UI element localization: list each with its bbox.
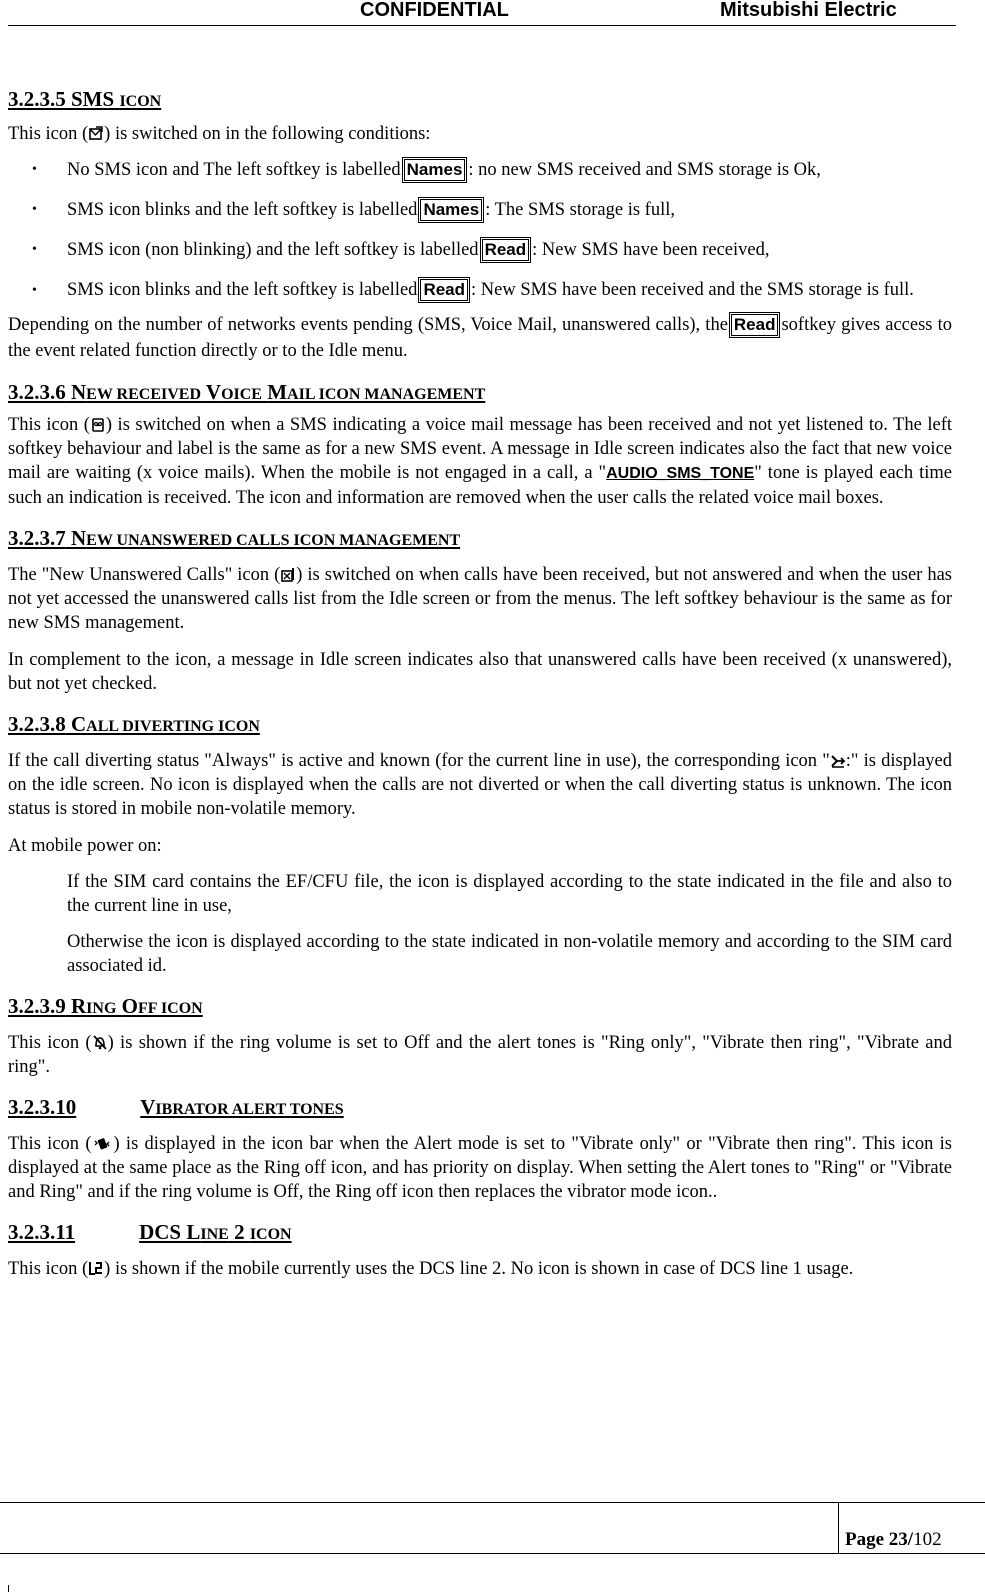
section-heading-3-2-3-9: 3.2.3.9 RING OFF ICON xyxy=(8,994,203,1018)
dcs-line-2-icon xyxy=(88,1260,104,1277)
section-heading-3-2-3-11: 3.2.3.11 DCS LINE 2 ICON xyxy=(8,1220,292,1244)
list-item: • No SMS icon and The left softkey is labelled Names : no new SMS received and SMS storage is Ok, xyxy=(32,160,821,180)
list-item: • SMS icon blinks and the left softkey is labelled Names : The SMS storage is full, xyxy=(32,200,675,220)
softkey-names: Names xyxy=(420,199,482,221)
vibrator-icon xyxy=(91,1135,113,1152)
call-divert-icon xyxy=(830,752,846,769)
read-softkey-paragraph: Depending on the number of networks events pending (SMS, Voice Mail, unanswered calls), the Read softkey gives access to the event related function directly or to the Idle menu. xyxy=(8,315,952,361)
section-heading-3-2-3-5: 3.2.3.5 SMS ICON xyxy=(8,87,162,111)
audio-tone-code: AUDIO_SMS_TONE xyxy=(606,465,755,482)
confidential-label: CONFIDENTIAL xyxy=(360,0,509,21)
page-header xyxy=(8,0,956,26)
page-number-cell xyxy=(838,1503,985,1553)
sms-envelope-icon xyxy=(88,125,104,142)
ring-off-paragraph: This icon ( ) is shown if the ring volume is set to Off and the alert tones is "Ring only", "Vibrate then ring", "Vibrate and ring". xyxy=(8,1033,952,1077)
sim-cfu-paragraph: If the SIM card contains the EF/CFU file, the icon is displayed according to the state indicated in the file and also to the current line in use, xyxy=(67,872,952,916)
sms-conditions-list xyxy=(8,157,952,304)
softkey-read: Read xyxy=(482,239,530,261)
voice-mail-paragraph: This icon ( ) is switched on when a SMS indicating a voice mail message has been received and not yet listened to. The left softkey behaviour and label is the same as for a new SMS event. A message in Idle screen indicates also the fact that new voice mail are waiting (x voice mails). When the mobile is not engaged in a call, a "AUDIO_SMS_TONE" tone is played each time such an indication is received. The icon and information are removed when the user calls the related voice mail boxes. xyxy=(8,415,953,508)
section-heading-3-2-3-8: 3.2.3.8 CALL DIVERTING ICON xyxy=(8,712,260,736)
call-diverting-paragraph: If the call diverting status "Always" is active and known (for the current line in use), the corresponding icon " :" is displayed on the idle screen. No icon is displayed when the calls are not diverted or when the call diverting status is unknown. The icon status is stored in mobile non-volatile memory. xyxy=(8,751,953,819)
page-number: Page 23/102 xyxy=(845,1529,942,1550)
power-on-label: At mobile power on: xyxy=(8,836,162,856)
voice-mail-icon xyxy=(90,416,106,433)
softkey-names: Names xyxy=(404,159,466,181)
list-item: • SMS icon (non blinking) and the left softkey is labelled Read : New SMS have been received, xyxy=(32,240,770,260)
dcs-line-paragraph: This icon ( ) is shown if the mobile currently uses the DCS line 2. No icon is shown in case of DCS line 1 usage. xyxy=(8,1259,854,1279)
sms-icon-intro: This icon ( ) is switched on in the following conditions: xyxy=(8,124,431,144)
page-footer xyxy=(0,1502,985,1554)
non-volatile-paragraph: Otherwise the icon is displayed according to the state indicated in non-volatile memory and according to the SIM card associated id. xyxy=(67,932,952,976)
section-heading-3-2-3-7: 3.2.3.7 NEW UNANSWERED CALLS ICON MANAGEMENT xyxy=(8,526,461,550)
softkey-read: Read xyxy=(420,279,468,301)
margin-mark xyxy=(8,1585,9,1592)
section-heading-3-2-3-10: 3.2.3.10 VIBRATOR ALERT TONES xyxy=(8,1095,344,1119)
section-heading-3-2-3-6: 3.2.3.6 NEW RECEIVED VOICE MAIL ICON MANAGEMENT xyxy=(8,380,486,404)
unanswered-calls-paragraph: The "New Unanswered Calls" icon ( ) is switched on when calls have been received, but not answered and when the user has not yet accessed the unanswered calls list from the Idle screen or from the menus. The left softkey behaviour is the same as for new SMS management. xyxy=(8,565,952,633)
company-name: Mitsubishi Electric xyxy=(720,0,897,21)
unanswered-call-icon xyxy=(280,566,296,583)
list-item: • SMS icon blinks and the left softkey is labelled Read : New SMS have been received and the SMS storage is full. xyxy=(32,280,914,300)
unanswered-complement-paragraph: In complement to the icon, a message in Idle screen indicates also that unanswered calls have been received (x unanswered), but not yet checked. xyxy=(8,650,952,694)
ring-off-icon xyxy=(92,1034,108,1051)
vibrator-paragraph: This icon ( ) is displayed in the icon bar when the Alert mode is set to "Vibrate only" or "Vibrate then ring". This icon is displayed at the same place as the Ring off icon, and has priority on display. When setting the Alert tones to "Ring" or "Vibrate and Ring" and if the ring volume is Off, the Ring off icon then replaces the vibrator mode icon.. xyxy=(8,1134,952,1202)
document-body xyxy=(8,84,952,1281)
softkey-read: Read xyxy=(731,314,779,336)
